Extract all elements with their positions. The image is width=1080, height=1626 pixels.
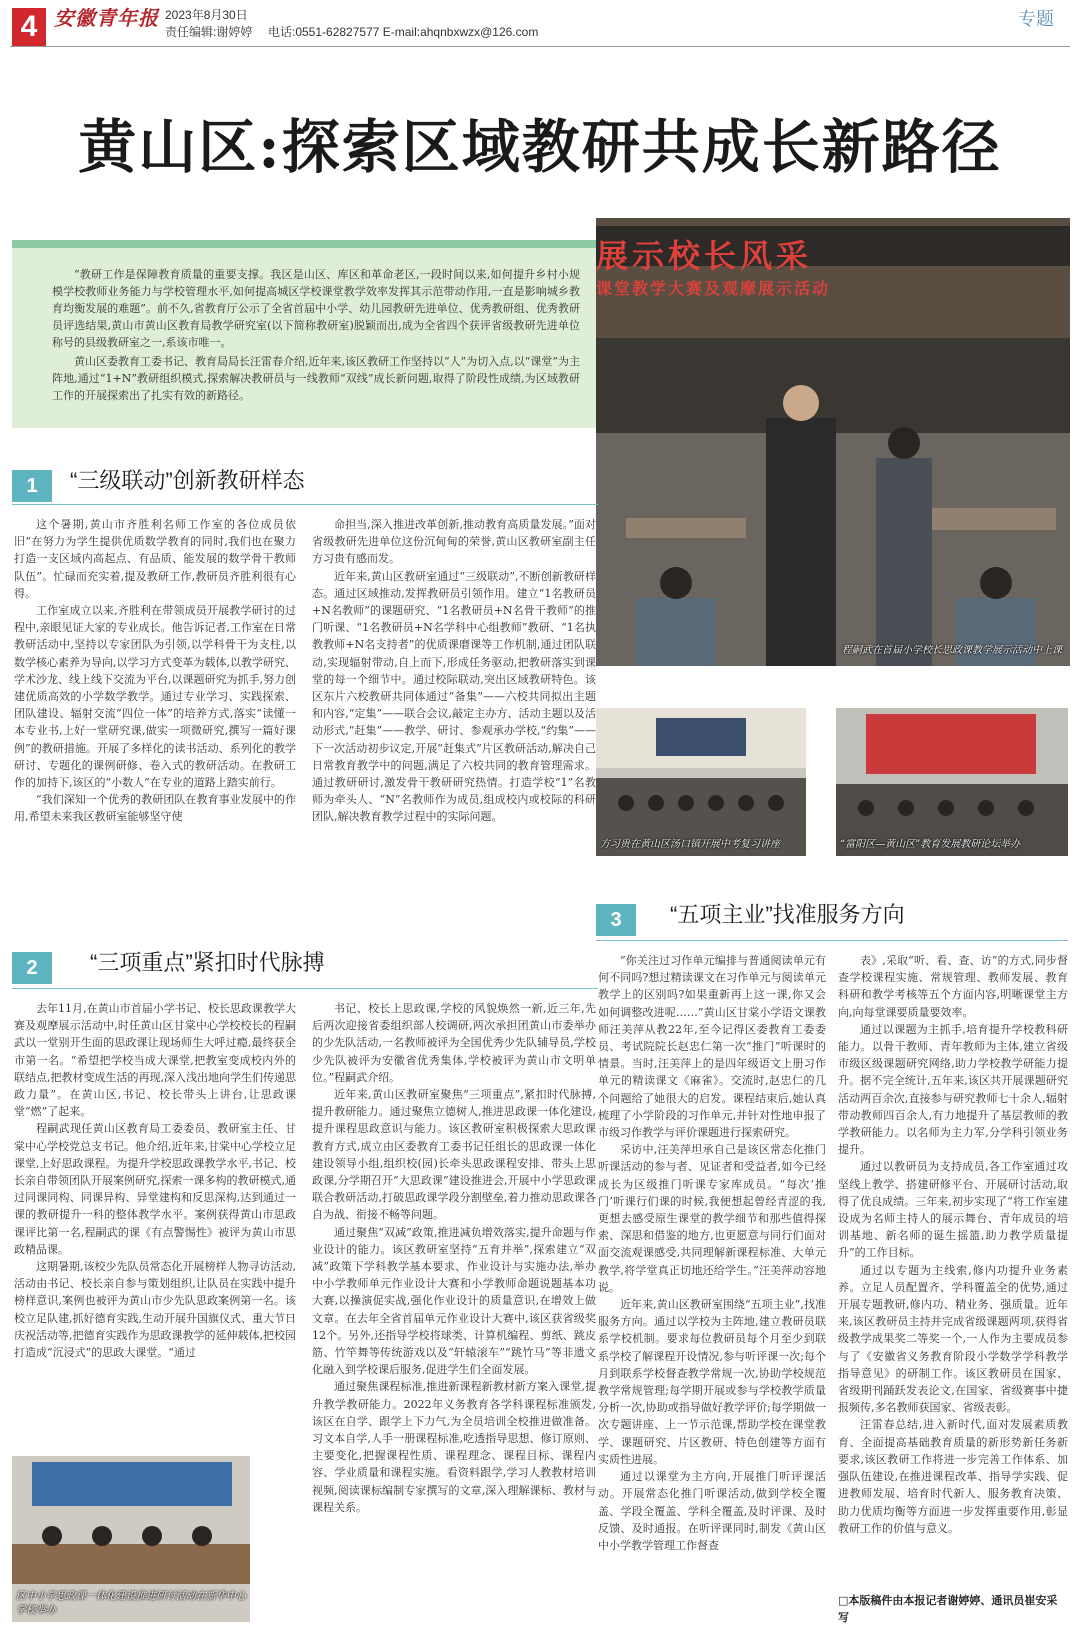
section-3-rule xyxy=(596,940,1068,941)
paragraph: 通过聚焦“双减”政策,推进减负增效落实,提升命题与作业设计的能力。该区教研室坚持“五育并举”,探索建立“双减”政策下学科教学基本要求、作业设计与实施办法,举办中小学教师单元作业设计大赛和小学教师命题说题基本功大赛,以操演促实战,强化作业设计的质量意识,在增效上做文章。在去年全省首届单元作业设计大赛中,该区获省级奖12个。另外,还指导学校将球类、计算机编程、剪纸、跳皮筋、竹竿舞等传统游戏以及“轩辕滚车”“跳竹马”等非遗文化融入到学校课后服务,促进学生们全面发展。 xyxy=(312,1225,596,1377)
intro-paragraph: 黄山区委教育工委书记、教育局局长汪雷春介绍,近年来,该区教研工作坚持以“人”为切入点,以“课堂”为主阵地,通过“1+N”教研组织模式,探索解决教研员与一线教师“双线”成长新问题,取得了阶段性成绩,为区域教研工作的开展探索出了扎实有效的新路径。 xyxy=(52,355,580,402)
paragraph: 通过以课题为主抓手,培育提升学校教科研能力。以骨干教师、青年教师为主体,建立省级市级区级课题研究网络,助力学校教学研能力提升。据不完全统计,五年来,该区共开展课题研究活动两百余次,直接参与研究教师七十余人,辐射带动教师四百余人,有力地提升了基层教师的教学教研能力。以名师为主力军,分学科引领业务提升。 xyxy=(838,1022,1068,1157)
paragraph: 工作室成立以来,齐胜利在带领成员开展教学研讨的过程中,亲眼见证大家的专业成长。他告诉记者,工作室在日常教研活动中,坚持以专家团队为引领,以学科骨干为支柱,以数学核心素养为导向,以学习方式变革为载体,以教学研究、学术沙龙、线上线下交流为平台,以课题研究为抓手,努力创建优质高效的小学数学教学。通过专业学习、实践探索、团队建设、辐射交流“四位一体”的培养方式,落实“读懂一本专业书,上好一堂研究课,做实一项微研究,撰写一篇好课例”的教研措施。开展了多样化的读书活动、系列化的教学研讨、专题化的课例研修、卷入式的教研活动。在教研工作的加持下,该区的“小数人”在专业的道路上踏实前行。 xyxy=(14,604,296,790)
paragraph: 通过聚焦课程标准,推进新课程新教材新方案入课堂,提升教学教研能力。2022年义务教育各学科课程标准颁发,该区在自学、跟学上下力气,为全员培训全校推进做准备。习文本自学,人手一册课程标准,吃透指导思想、修订原则、主要变化,把握课程性质、课程理念、课程目标、课程内容、学业质量和课程实施。看资料跟学,学习人教教材培训视频,阅读课标编制专家撰写的文章,深入理解课标、教材与课程关系。 xyxy=(312,1380,596,1514)
paragraph: 命担当,深入推进改革创新,推动教育高质量发展。”面对省级教研先进单位这份沉甸甸的荣誉,黄山区教研室副主任方习贵有感而发。 xyxy=(312,518,596,566)
header-divider xyxy=(10,46,1070,47)
section-2-title: “三项重点”紧扣时代脉搏 xyxy=(90,950,325,975)
forum-photo-graphic xyxy=(836,708,1068,856)
section-label: 专题 xyxy=(1018,9,1054,29)
main-photo xyxy=(596,218,1070,666)
paragraph: 这期暑期,该校少先队员常态化开展榜样人物寻访活动,活动由书记、校长亲自参与策划组织,让队员在实践中提升榜样意识,案例也被评为黄山市少先队思政案例第一名。该校立足队建,抓好德育实践,生动开展升国旗仪式、重大节日庆祝活动等,把德育实践作为思政课教学的延伸载体,把校园打造成“沉浸式”的思政大课堂。“通过 xyxy=(14,1260,296,1360)
intro-box xyxy=(12,248,598,428)
section-2-column-1 xyxy=(14,1000,296,1448)
page-number: 4 xyxy=(12,8,46,46)
section-1-column-2 xyxy=(312,516,596,928)
section-3-title: “五项主业”找准服务方向 xyxy=(670,902,905,927)
photo-lecture xyxy=(596,708,806,856)
paragraph: 汪雷春总结,进入新时代,面对发展素质教育、全面提高基础教育质量的新形势新任务新要求,该区教研工作将进一步完善工作体系、加强队伍建设,在推进课程改革、指导学实践、促进教师发展、培育时代新人、服务教育决策、助力优质均衡等方面进一步发挥重要作用,彰显教研工作的价值与意义。 xyxy=(838,1418,1068,1535)
paragraph: 通过以专题为主线索,修内功提升业务素养。立足人员配置齐、学科覆盖全的优势,通过开展专题教研,修内功、精业务、强质量。近年来,该区教研员主持并完成省级课题两项,获得省级教学成果奖二等奖一个,一人作为主要成员参与了《安徽省义务教育阶段小学数学学科教学指导意见》的研制工作。该区教研员在国家、省级期刊踊跃发表论文,在国家、省级赛事中捷报频传,多名教师获国家、省级表彰。 xyxy=(838,1263,1068,1415)
photo-forum xyxy=(836,708,1068,856)
paragraph: 通过以课堂为主方向,开展推门听评课活动。开展常态化推门听课活动,做到学校全覆盖、学段全覆盖、学科全覆盖,及时评课、及时反馈、及时通报。在听评课同时,制发《黄山区中小学教学管理工作督查 xyxy=(598,1470,826,1552)
paragraph: 书记、校长上思政课,学校的风貌焕然一新,近三年,先后两次迎接省委组织部人校调研,两次承担团黄山市委举办的少先队活动,一名教师被评为全国优秀少先队辅导员,学校少先队被评为安徽省优秀集体,学校被评为黄山市文明单位。”程嗣武介绍。 xyxy=(312,1002,596,1084)
section-2-number: 2 xyxy=(12,952,52,984)
paragraph: “我们深知一个优秀的教研团队在教育事业发展中的作用,希望未来我区教研室能够坚守使 xyxy=(14,793,296,824)
byline: □本版稿件由本报记者谢婷婷、通讯员崔安采写 xyxy=(838,1594,1058,1624)
section-2-rule xyxy=(12,988,598,989)
paragraph: 通过以教研员为支持成员,各工作室通过攻坚线上教学、搭建研修平台、开展研讨活动,取得了优良成绩。三年来,初步实现了“将工作室建设成为名师主持人的展示舞台、青年成员的培训基地、新名师的诞生摇篮,助力教学质量提升”的工作目标。 xyxy=(838,1160,1068,1260)
contact-info: 电话:0551-62827577 E-mail:ahqnbxwzx@126.com xyxy=(268,25,539,39)
lecture-photo-graphic xyxy=(596,708,806,856)
banner-text: 展示校长风采 xyxy=(596,238,813,274)
issue-date: 2023年8月30日 xyxy=(165,8,248,22)
section-1-column-1 xyxy=(14,516,296,928)
intro-paragraph: “教研工作是保障教育质量的重要支撑。我区是山区、库区和革命老区,一段时间以来,如何提升乡村小规模学校教师业务能力与学校管理水平,如何提高城区学校课堂教学效率发挥其示范带动作用,一直是影响城乡教育均衡发展的难题”。前不久,省教育厅公示了全省首届中小学、幼儿园教研先进单位、优秀教研组、优秀教研员评选结果,黄山市黄山区教育局教学研究室(以下简称教研室)脱颖而出,成为全省四个获评省级教研先进单位称号的县级教研室之一,系该市唯一。 xyxy=(52,268,580,349)
paragraph: 采访中,汪美萍坦承自己是该区常态化推门听课活动的参与者、见证者和受益者,如今已经成长为区级推门听课专家库成员。“每次‘推门’听课行们课的时候,我便想起曾经青涩的我,更想去感受原生课堂的教学细节和那些值得探索、深思和借鉴的地方,也更愿意与同行们面对面交流观课感受,共同理解新课程标准、大单元教学,将学堂真正切地还给学生。”汪美萍动容地说。 xyxy=(598,1143,826,1294)
section-1-number: 1 xyxy=(12,470,52,502)
paragraph: 这个暑期,黄山市齐胜利名师工作室的各位成员依旧“在努力为学生提供优质数学教育的同时,我们也在聚力打造一支区域内高起点、有品质、能发展的数学骨干教师队伍”。忙碌而充实着,提及教研工作,教研员齐胜利很有心得。 xyxy=(14,518,296,600)
section-3-number: 3 xyxy=(596,904,636,936)
paragraph: 表》,采取“听、看、查、访”的方式,同步督查学校课程实施、常规管理、教师发展、教育科研和教学考核等五个方面内容,明晰课堂主方向,向每堂课要质量要效率。 xyxy=(838,954,1068,1019)
banner-subtext: 课堂教学大赛及观摩展示活动 xyxy=(596,281,831,298)
section-1-title: “三级联动”创新教研样态 xyxy=(70,468,305,493)
headline: 黄山区:探索区域教研共成长新路径 xyxy=(78,113,1002,181)
paper-name: 安徽青年报 xyxy=(54,6,159,30)
paragraph: 近年来,黄山区教研室围绕“五项主业”,找准服务方向。通过以学校为主阵地,建立教研员联系学校机制。要求每位教研员每个月至少到联系学校了解课程开设情况,参与听评课一次;每个月到联系学校督查教学常规一次,协助学校规范教学常规管理;每学期开展或参与学校教学质量分析一次,协助或指导做好教学评价;每学期做一次专题讲座、上一节示范课,帮助学校在课堂教学、课题研究、片区教研、特色创建等方面有实质性进展。 xyxy=(598,1298,826,1466)
forum-photo-caption: “富阳区—黄山区”教育发展教研论坛举办 xyxy=(840,839,1021,850)
paragraph: “你关注过习作单元编排与普通阅读单元有何不同吗?想过精读课文在习作单元与阅读单元教学上的区别吗?如果重新再上这一课,你又会如何调整改进呢……”黄山区甘棠小学语文课教师汪美萍从教22年,至今记得区委教育工委委员、考试院院长赵忠仁第一次“推门”听课时的情景。当时,汪美萍上的是四年级语文上册习作单元的精读课文《麻雀》。交流时,赵忠仁的几个问题给了她很大的启发。课程结束后,她认真梳理了小学阶段的习作单元,并针对性地申报了市级习作教学与评价课题进行探索研究。 xyxy=(598,954,826,1140)
section-3-column-2 xyxy=(838,952,1068,1592)
paragraph: 近年来,黄山区教研室通过“三级联动”,不断创新教研样态。通过区域推动,发挥教研员引领作用。建立“1名教研员+N名教师”的课题研究、“1名教研员+N名骨干教师”的推门听课、“1名教研员+N名学科中心组教师”教研、“1名执教教师+N名支持者”的优质课磨课等工作机制,通过团队联动,实现辐射带动,自上而下,形成任务驱动,把教研落实到课堂的每一个细节中。通过校际联动,突出区域教研特色。该区东片六校教研共同体通过“备集”——六校共同拟出主题和内容,“定集”——联合会议,敲定主办方、活动主题以及活动形式,“赶集”——教学、研讨、参观承办学校,“约集”——下一次活动初步议定,开展“赶集式”片区教研活动,解决自己日常教育教学中的问题,满足了六校共同的教育管理需求。通过教研研讨,激发骨干教研研究热情。打造学校“1”名教师为牵头人、“N”名教师作为成员,组成校内或校际的科研团队,解决教育教学过程中的实际问题。 xyxy=(312,569,596,824)
paragraph: 近年来,黄山区教研室聚焦“三项重点”,紧扣时代脉搏,提升教研能力。通过聚焦立德树人,推进思政课一体化建设,提升课程思政意识与能力。该区教研室积极探索大思政课教育方式,成立由区委教育工委书记任组长的思政课一体化建设领导小组,组织校(园)长牵头思政课程安排、带头上思政课,分学期召开“大思政课”建设推进会,开展中小学思政课联合教研活动,打破思政课学段分割壁垒,着力推动思政课各自为战、衔接不畅等问题。 xyxy=(312,1088,596,1222)
paragraph: 程嗣武现任黄山区教育局工委委员、教研室主任、甘棠中心学校党总支书记。他介绍,近年来,甘棠中心学校立足课堂,上好思政课程。为提升学校思政课教学水平,书记、校长亲自带领团队开展案例研究,探索一课多构的教研模式,通过同课同构、同课异构、异堂建构和反思深构,达到通过一课的教研提升一科的整体教学水平。案例获得黄山市思政课评比第一名,程嗣武的课《有点警惕性》被评为黄山市思政精品课。 xyxy=(14,1122,296,1256)
section-3-column-1 xyxy=(598,952,826,1622)
lecture-photo-caption: 方习贵在黄山区汤口镇开展中考复习讲座 xyxy=(600,839,780,850)
photo-seminar xyxy=(12,1456,250,1622)
section-2-column-2 xyxy=(312,1000,596,1620)
main-photo-caption: 程嗣武在首届小学校长思政课教学展示活动中上课 xyxy=(842,645,1062,656)
paragraph: 去年11月,在黄山市首届小学书记、校长思政课教学大赛及观摩展示活动中,时任黄山区甘棠中心学校校长的程嗣武以一堂别开生面的思政课让现场师生大呼过瘾,最终获全市第一名。“希望把学校当成大课堂,把教室变成校内外的联结点,把教材变成生活的再现,深入浅出地向学生们传递思政力量”。在黄山区,书记、校长带头上讲台,让思政课堂“燃”了起来。 xyxy=(14,1002,296,1119)
editor-credit: 责任编辑:谢婷婷 xyxy=(165,25,253,39)
seminar-photo-caption: 区中小学思政课一体化建设推进研讨活动在新华中心学校举办 xyxy=(16,1591,246,1616)
section-1-rule xyxy=(12,504,598,505)
